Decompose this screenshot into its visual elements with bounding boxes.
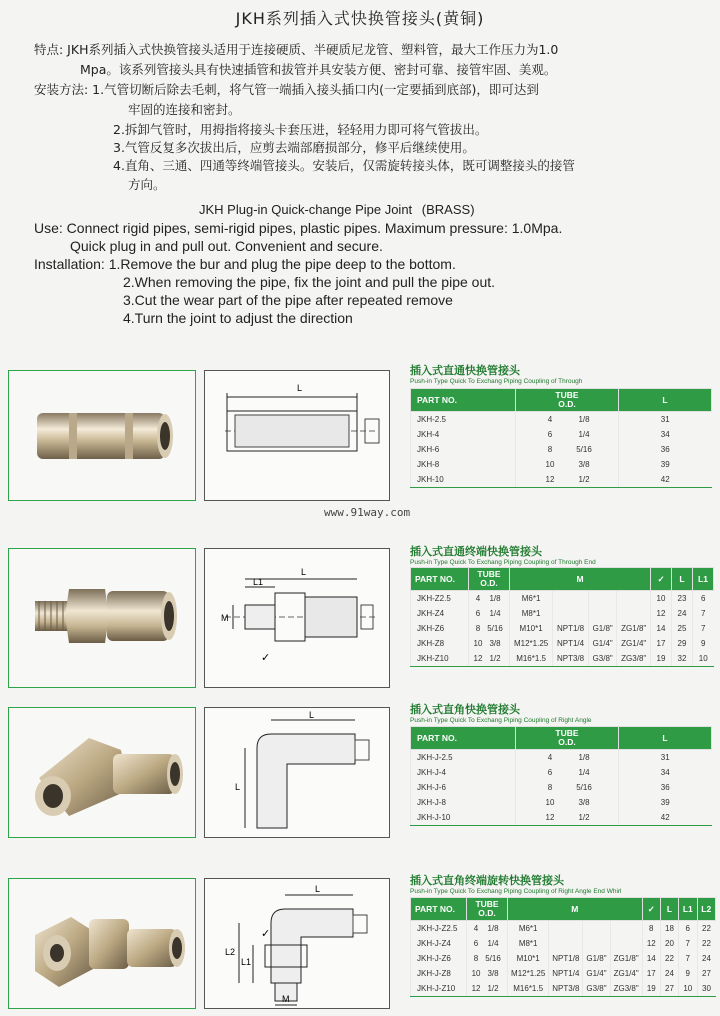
table-row bbox=[411, 921, 716, 937]
col-od-label: O.D. bbox=[478, 908, 496, 918]
wrench-size: 19 bbox=[651, 651, 672, 667]
tube-inch: 1/2 bbox=[578, 475, 590, 484]
col-part-no: PART NO. bbox=[411, 568, 469, 591]
dim-L1-label: L1 bbox=[241, 957, 252, 967]
thread-g bbox=[583, 921, 610, 937]
wrench-size: 10 bbox=[651, 591, 672, 607]
length: 24 bbox=[660, 966, 678, 981]
tube-inch: 1/4 bbox=[578, 768, 590, 777]
en-install-line-3: 3.Cut the wear part of the pipe after repeated remove bbox=[123, 292, 453, 308]
thread-metric: M6*1 bbox=[508, 921, 549, 937]
tube-inch: 3/8 bbox=[489, 639, 501, 648]
length-l2: 22 bbox=[697, 936, 716, 951]
thread-zg bbox=[610, 921, 642, 937]
table-row bbox=[411, 981, 716, 997]
straight-coupling-image bbox=[9, 371, 195, 500]
thread-npt: NPT3/8 bbox=[549, 981, 583, 997]
tube-inch: 3/8 bbox=[578, 460, 590, 469]
section-2-title bbox=[410, 543, 596, 566]
tube-mm: 4 bbox=[475, 594, 481, 603]
table-row bbox=[411, 606, 714, 621]
wrench-size-icon: ✓ bbox=[261, 651, 271, 664]
english-title bbox=[199, 202, 475, 217]
tube-od bbox=[516, 765, 619, 780]
col-tube-od bbox=[467, 898, 508, 921]
col-od-label: O.D. bbox=[558, 399, 576, 409]
thread-npt: NPT1/8 bbox=[549, 951, 583, 966]
tube-inch: 1/2 bbox=[489, 654, 501, 663]
length: 42 bbox=[619, 810, 712, 826]
part-no: JKH-J-Z4 bbox=[411, 936, 467, 951]
length: 31 bbox=[619, 750, 712, 766]
right-angle-end-technical-drawing bbox=[205, 879, 389, 1008]
length: 27 bbox=[660, 981, 678, 997]
tube-inch: 5/16 bbox=[485, 954, 501, 963]
length: 29 bbox=[672, 636, 693, 651]
section-2-title-en: Push-in Type Quick To Exchang Piping Coupling of Through End bbox=[410, 559, 596, 566]
dim-L1-label: L1 bbox=[253, 577, 264, 587]
page-title: JKH系列插入式快换管接头(黄铜) bbox=[235, 9, 485, 28]
install-line-5: 4.直角、三通、四通等终端管接头。安装后，仅需旋转接头体，既可调整接头的接管 bbox=[113, 158, 575, 173]
tube-od bbox=[516, 472, 619, 488]
part-no: JKH-J-Z6 bbox=[411, 951, 467, 966]
table-row bbox=[411, 591, 714, 607]
tube-inch: 3/8 bbox=[578, 798, 590, 807]
thread-zg: ZG3/8" bbox=[610, 981, 642, 997]
tube-mm: 10 bbox=[473, 639, 483, 648]
part-no: JKH-8 bbox=[411, 457, 516, 472]
col-tube-od bbox=[469, 568, 510, 591]
col-L: L bbox=[660, 898, 678, 921]
install-line-6: 方向。 bbox=[128, 177, 166, 192]
section-3-title-en: Push-in Type Quick To Exchang Piping Coupling of Right Angle bbox=[410, 717, 592, 724]
length: 32 bbox=[672, 651, 693, 667]
right-angle-coupling-image bbox=[9, 708, 195, 837]
english-title-suffix: (BRASS) bbox=[421, 202, 475, 217]
tube-od bbox=[516, 427, 619, 442]
tube-inch: 3/8 bbox=[487, 969, 499, 978]
table-row bbox=[411, 810, 712, 826]
tube-mm: 8 bbox=[473, 954, 479, 963]
part-no: JKH-10 bbox=[411, 472, 516, 488]
table-header-row bbox=[411, 389, 712, 412]
table-row bbox=[411, 651, 714, 667]
wrench-size: 14 bbox=[642, 951, 660, 966]
table-row bbox=[411, 795, 712, 810]
table-row bbox=[411, 457, 712, 472]
tube-inch: 5/16 bbox=[576, 445, 592, 454]
english-title-text: JKH Plug-in Quick-change Pipe Joint bbox=[199, 202, 413, 217]
tube-mm: 10 bbox=[471, 969, 481, 978]
section-1-title bbox=[410, 362, 582, 385]
col-M: M bbox=[510, 568, 651, 591]
thread-npt bbox=[553, 606, 589, 621]
tube-inch: 1/4 bbox=[489, 609, 501, 618]
tube-od bbox=[516, 810, 619, 826]
part-no: JKH-6 bbox=[411, 442, 516, 457]
thread-metric: M10*1 bbox=[508, 951, 549, 966]
use-line-2: Quick plug in and pull out. Convenient and secure. bbox=[70, 238, 383, 254]
thread-zg bbox=[610, 936, 642, 951]
thread-g: G3/8" bbox=[588, 651, 616, 667]
tube-mm: 4 bbox=[547, 415, 553, 424]
use-line-1: Use: Connect rigid pipes, semi-rigid pipes, plastic pipes. Maximum pressure: 1.0Mpa. bbox=[34, 220, 563, 236]
tube-od bbox=[469, 606, 510, 621]
tube-od bbox=[469, 651, 510, 667]
part-no: JKH-J-Z10 bbox=[411, 981, 467, 997]
thread-metric: M10*1 bbox=[510, 621, 553, 636]
part-no: JKH-Z10 bbox=[411, 651, 469, 667]
straight-technical-drawing bbox=[205, 371, 389, 500]
table-row bbox=[411, 472, 712, 488]
length-l1: 6 bbox=[679, 921, 697, 937]
wrench-size: 12 bbox=[651, 606, 672, 621]
thread-metric: M16*1.5 bbox=[508, 981, 549, 997]
col-part-no: PART NO. bbox=[411, 389, 516, 412]
tube-od bbox=[516, 412, 619, 428]
length-l1: 7 bbox=[693, 606, 714, 621]
thread-metric: M6*1 bbox=[510, 591, 553, 607]
col-L: L bbox=[672, 568, 693, 591]
col-tube-label: TUBE bbox=[475, 899, 499, 909]
thread-npt: NPT3/8 bbox=[553, 651, 589, 667]
tube-od bbox=[516, 750, 619, 766]
product-photo-straight-end bbox=[8, 548, 196, 688]
part-no: JKH-Z2.5 bbox=[411, 591, 469, 607]
col-L2: L2 bbox=[697, 898, 716, 921]
part-no: JKH-J-Z2.5 bbox=[411, 921, 467, 937]
thread-zg: ZG3/8" bbox=[617, 651, 651, 667]
tube-od bbox=[467, 921, 508, 937]
product-photo-right-angle-end bbox=[8, 878, 196, 1009]
section-1-title-en: Push-in Type Quick To Exchang Piping Coupling of Through bbox=[410, 378, 583, 385]
thread-metric: M16*1.5 bbox=[510, 651, 553, 667]
section-4-title-cn: 插入式直角终端旋转快换管接头 bbox=[410, 874, 564, 887]
length: 39 bbox=[619, 457, 712, 472]
tube-mm: 10 bbox=[545, 798, 555, 807]
tube-mm: 12 bbox=[545, 475, 555, 484]
wrench-icon: ✓ bbox=[647, 903, 655, 914]
wrench-size: 8 bbox=[642, 921, 660, 937]
section-4-title-en: Push-in Type Quick To Exchang Piping Coupling of Right Angle End Whirl bbox=[410, 888, 622, 895]
tube-inch: 5/16 bbox=[576, 783, 592, 792]
length-l1: 9 bbox=[679, 966, 697, 981]
install-line-1: 安装方法: 1.气管切断后除去毛刺，将气管一端插入接头插口内(一定要插到底部)，即可达到 bbox=[34, 82, 539, 97]
part-no: JKH-Z6 bbox=[411, 621, 469, 636]
wrench-size: 17 bbox=[642, 966, 660, 981]
tube-mm: 6 bbox=[547, 768, 553, 777]
straight-end-coupling-image bbox=[9, 549, 195, 687]
product-photo-straight bbox=[8, 370, 196, 501]
tube-od bbox=[469, 636, 510, 651]
dim-M-label: M bbox=[221, 613, 229, 623]
col-tube-label: TUBE bbox=[555, 390, 579, 400]
length: 25 bbox=[672, 621, 693, 636]
right-angle-end-coupling-image bbox=[9, 879, 195, 1008]
tube-od bbox=[516, 795, 619, 810]
thread-npt: NPT1/8 bbox=[553, 621, 589, 636]
drawing-right-angle bbox=[204, 707, 390, 838]
wrench-size-icon: ✓ bbox=[261, 927, 271, 940]
length-l2: 30 bbox=[697, 981, 716, 997]
length-l2: 22 bbox=[697, 921, 716, 937]
thread-zg: ZG1/4" bbox=[610, 966, 642, 981]
tube-mm: 12 bbox=[473, 654, 483, 663]
part-no: JKH-J-10 bbox=[411, 810, 516, 826]
table-header-row bbox=[411, 898, 716, 921]
thread-zg bbox=[617, 591, 651, 607]
length: 23 bbox=[672, 591, 693, 607]
product-photo-right-angle bbox=[8, 707, 196, 838]
straight-end-technical-drawing bbox=[205, 549, 389, 687]
col-od-label: O.D. bbox=[480, 578, 498, 588]
table-row bbox=[411, 412, 712, 428]
tube-inch: 5/16 bbox=[487, 624, 503, 633]
thread-npt bbox=[549, 936, 583, 951]
part-no: JKH-4 bbox=[411, 427, 516, 442]
tube-mm: 8 bbox=[475, 624, 481, 633]
thread-g bbox=[588, 591, 616, 607]
col-L1: L1 bbox=[679, 898, 697, 921]
table-row bbox=[411, 765, 712, 780]
wrench-icon: ✓ bbox=[657, 573, 665, 584]
en-install-line-4: 4.Turn the joint to adjust the direction bbox=[123, 310, 353, 326]
tube-od bbox=[467, 981, 508, 997]
right-angle-technical-drawing bbox=[205, 708, 389, 837]
col-part-no: PART NO. bbox=[411, 727, 516, 750]
thread-g: G3/8" bbox=[583, 981, 610, 997]
col-part-no: PART NO. bbox=[411, 898, 467, 921]
dim-L-label: L bbox=[315, 884, 321, 894]
drawing-right-angle-end bbox=[204, 878, 390, 1009]
col-tube-od bbox=[516, 727, 619, 750]
length: 24 bbox=[672, 606, 693, 621]
section-3-title bbox=[410, 701, 592, 724]
tube-mm: 10 bbox=[545, 460, 555, 469]
length: 39 bbox=[619, 795, 712, 810]
col-tube-label: TUBE bbox=[477, 569, 501, 579]
length: 31 bbox=[619, 412, 712, 428]
table-row bbox=[411, 427, 712, 442]
tube-od bbox=[467, 951, 508, 966]
thread-zg: ZG1/8" bbox=[617, 621, 651, 636]
table-row bbox=[411, 750, 712, 766]
table-row bbox=[411, 621, 714, 636]
tube-mm: 6 bbox=[547, 430, 553, 439]
length-l1: 10 bbox=[679, 981, 697, 997]
tube-inch: 1/8 bbox=[578, 753, 590, 762]
col-M: M bbox=[508, 898, 643, 921]
en-install-line-1: Installation: 1.Remove the bur and plug the pipe deep to the bottom. bbox=[34, 256, 456, 272]
drawing-straight bbox=[204, 370, 390, 501]
table-row bbox=[411, 780, 712, 795]
thread-zg bbox=[617, 606, 651, 621]
dim-L-label: L bbox=[301, 567, 307, 577]
tube-mm: 12 bbox=[471, 984, 481, 993]
table-header-row bbox=[411, 727, 712, 750]
dim-L-label: L bbox=[297, 383, 303, 393]
watermark: www.91way.com bbox=[324, 506, 411, 519]
col-L: L bbox=[619, 389, 712, 412]
tube-inch: 1/8 bbox=[489, 594, 501, 603]
tube-inch: 1/8 bbox=[578, 415, 590, 424]
col-wrench bbox=[642, 898, 660, 921]
section-2-title-cn: 插入式直通终端快换管接头 bbox=[410, 545, 542, 558]
section-1-title-cn: 插入式直通快换管接头 bbox=[410, 364, 520, 377]
tube-mm: 4 bbox=[473, 924, 479, 933]
part-no: JKH-Z4 bbox=[411, 606, 469, 621]
dim-L-label: L bbox=[309, 710, 315, 720]
spec-table-straight bbox=[410, 388, 712, 488]
thread-g: G1/8" bbox=[588, 621, 616, 636]
install-line-2: 牢固的连接和密封。 bbox=[128, 102, 241, 117]
table-row bbox=[411, 936, 716, 951]
length: 36 bbox=[619, 780, 712, 795]
thread-metric: M8*1 bbox=[510, 606, 553, 621]
table-header-row bbox=[411, 568, 714, 591]
spec-table-straight-end bbox=[410, 567, 714, 667]
wrench-size: 12 bbox=[642, 936, 660, 951]
col-wrench bbox=[651, 568, 672, 591]
tube-mm: 6 bbox=[475, 609, 481, 618]
length: 34 bbox=[619, 427, 712, 442]
tube-mm: 12 bbox=[545, 813, 555, 822]
drawing-straight-end bbox=[204, 548, 390, 688]
spec-table-right-angle-end bbox=[410, 897, 716, 997]
tube-mm: 4 bbox=[547, 753, 553, 762]
length-l1: 10 bbox=[693, 651, 714, 667]
features-line-1: 特点: JKH系列插入式快换管接头适用于连接硬质、半硬质尼龙管、塑料管，最大工作压力为1.0 bbox=[34, 42, 559, 57]
thread-metric: M12*1.25 bbox=[510, 636, 553, 651]
length-l1: 9 bbox=[693, 636, 714, 651]
length: 36 bbox=[619, 442, 712, 457]
length-l1: 7 bbox=[679, 951, 697, 966]
tube-inch: 1/2 bbox=[487, 984, 499, 993]
part-no: JKH-J-2.5 bbox=[411, 750, 516, 766]
col-tube-label: TUBE bbox=[555, 728, 579, 738]
tube-inch: 1/4 bbox=[578, 430, 590, 439]
col-L: L bbox=[619, 727, 712, 750]
thread-g: G1/4" bbox=[588, 636, 616, 651]
tube-inch: 1/2 bbox=[578, 813, 590, 822]
features-line-2: Mpa。该系列管接头具有快速插管和拔管并具安装方便、密封可靠、接管牢固、美观。 bbox=[80, 62, 557, 77]
thread-npt: NPT1/4 bbox=[549, 966, 583, 981]
install-line-4: 3.气管反复多次拔出后，应剪去端部磨损部分，修平后继续使用。 bbox=[113, 140, 475, 155]
dim-L-vertical-label: L bbox=[235, 782, 241, 792]
table-row bbox=[411, 951, 716, 966]
length: 42 bbox=[619, 472, 712, 488]
tube-od bbox=[469, 591, 510, 607]
thread-g: G1/4" bbox=[583, 966, 610, 981]
section-3-title-cn: 插入式直角快换管接头 bbox=[410, 703, 520, 716]
table-row bbox=[411, 966, 716, 981]
thread-npt bbox=[549, 921, 583, 937]
table-row bbox=[411, 442, 712, 457]
wrench-size: 14 bbox=[651, 621, 672, 636]
spec-table-right-angle bbox=[410, 726, 712, 826]
thread-g bbox=[588, 606, 616, 621]
length: 34 bbox=[619, 765, 712, 780]
tube-od bbox=[469, 621, 510, 636]
thread-zg: ZG1/8" bbox=[610, 951, 642, 966]
part-no: JKH-Z8 bbox=[411, 636, 469, 651]
thread-g: G1/8" bbox=[583, 951, 610, 966]
length: 22 bbox=[660, 951, 678, 966]
tube-mm: 8 bbox=[547, 783, 553, 792]
col-od-label: O.D. bbox=[558, 737, 576, 747]
dim-L2-label: L2 bbox=[225, 947, 236, 957]
part-no: JKH-2.5 bbox=[411, 412, 516, 428]
tube-od bbox=[467, 936, 508, 951]
tube-od bbox=[467, 966, 508, 981]
tube-od bbox=[516, 442, 619, 457]
part-no: JKH-J-Z8 bbox=[411, 966, 467, 981]
table-row bbox=[411, 636, 714, 651]
thread-npt bbox=[553, 591, 589, 607]
thread-zg: ZG1/4" bbox=[617, 636, 651, 651]
thread-g bbox=[583, 936, 610, 951]
section-4-title bbox=[410, 872, 622, 895]
length: 20 bbox=[660, 936, 678, 951]
tube-od bbox=[516, 780, 619, 795]
thread-metric: M8*1 bbox=[508, 936, 549, 951]
dim-M-label: M bbox=[282, 994, 290, 1004]
length: 18 bbox=[660, 921, 678, 937]
thread-npt: NPT1/4 bbox=[553, 636, 589, 651]
part-no: JKH-J-6 bbox=[411, 780, 516, 795]
en-install-line-2: 2.When removing the pipe, fix the joint and pull the pipe out. bbox=[123, 274, 496, 290]
tube-mm: 6 bbox=[473, 939, 479, 948]
col-L1: L1 bbox=[693, 568, 714, 591]
wrench-size: 17 bbox=[651, 636, 672, 651]
install-line-3: 2.拆卸气管时，用拇指将接头卡套压进，轻轻用力即可将气管拔出。 bbox=[113, 122, 488, 137]
length-l1: 7 bbox=[679, 936, 697, 951]
part-no: JKH-J-4 bbox=[411, 765, 516, 780]
tube-inch: 1/8 bbox=[487, 924, 499, 933]
tube-od bbox=[516, 457, 619, 472]
col-tube-od bbox=[516, 389, 619, 412]
part-no: JKH-J-8 bbox=[411, 795, 516, 810]
tube-mm: 8 bbox=[547, 445, 553, 454]
length-l2: 24 bbox=[697, 951, 716, 966]
length-l1: 6 bbox=[693, 591, 714, 607]
length-l2: 27 bbox=[697, 966, 716, 981]
length-l1: 7 bbox=[693, 621, 714, 636]
tube-inch: 1/4 bbox=[487, 939, 499, 948]
wrench-size: 19 bbox=[642, 981, 660, 997]
thread-metric: M12*1.25 bbox=[508, 966, 549, 981]
